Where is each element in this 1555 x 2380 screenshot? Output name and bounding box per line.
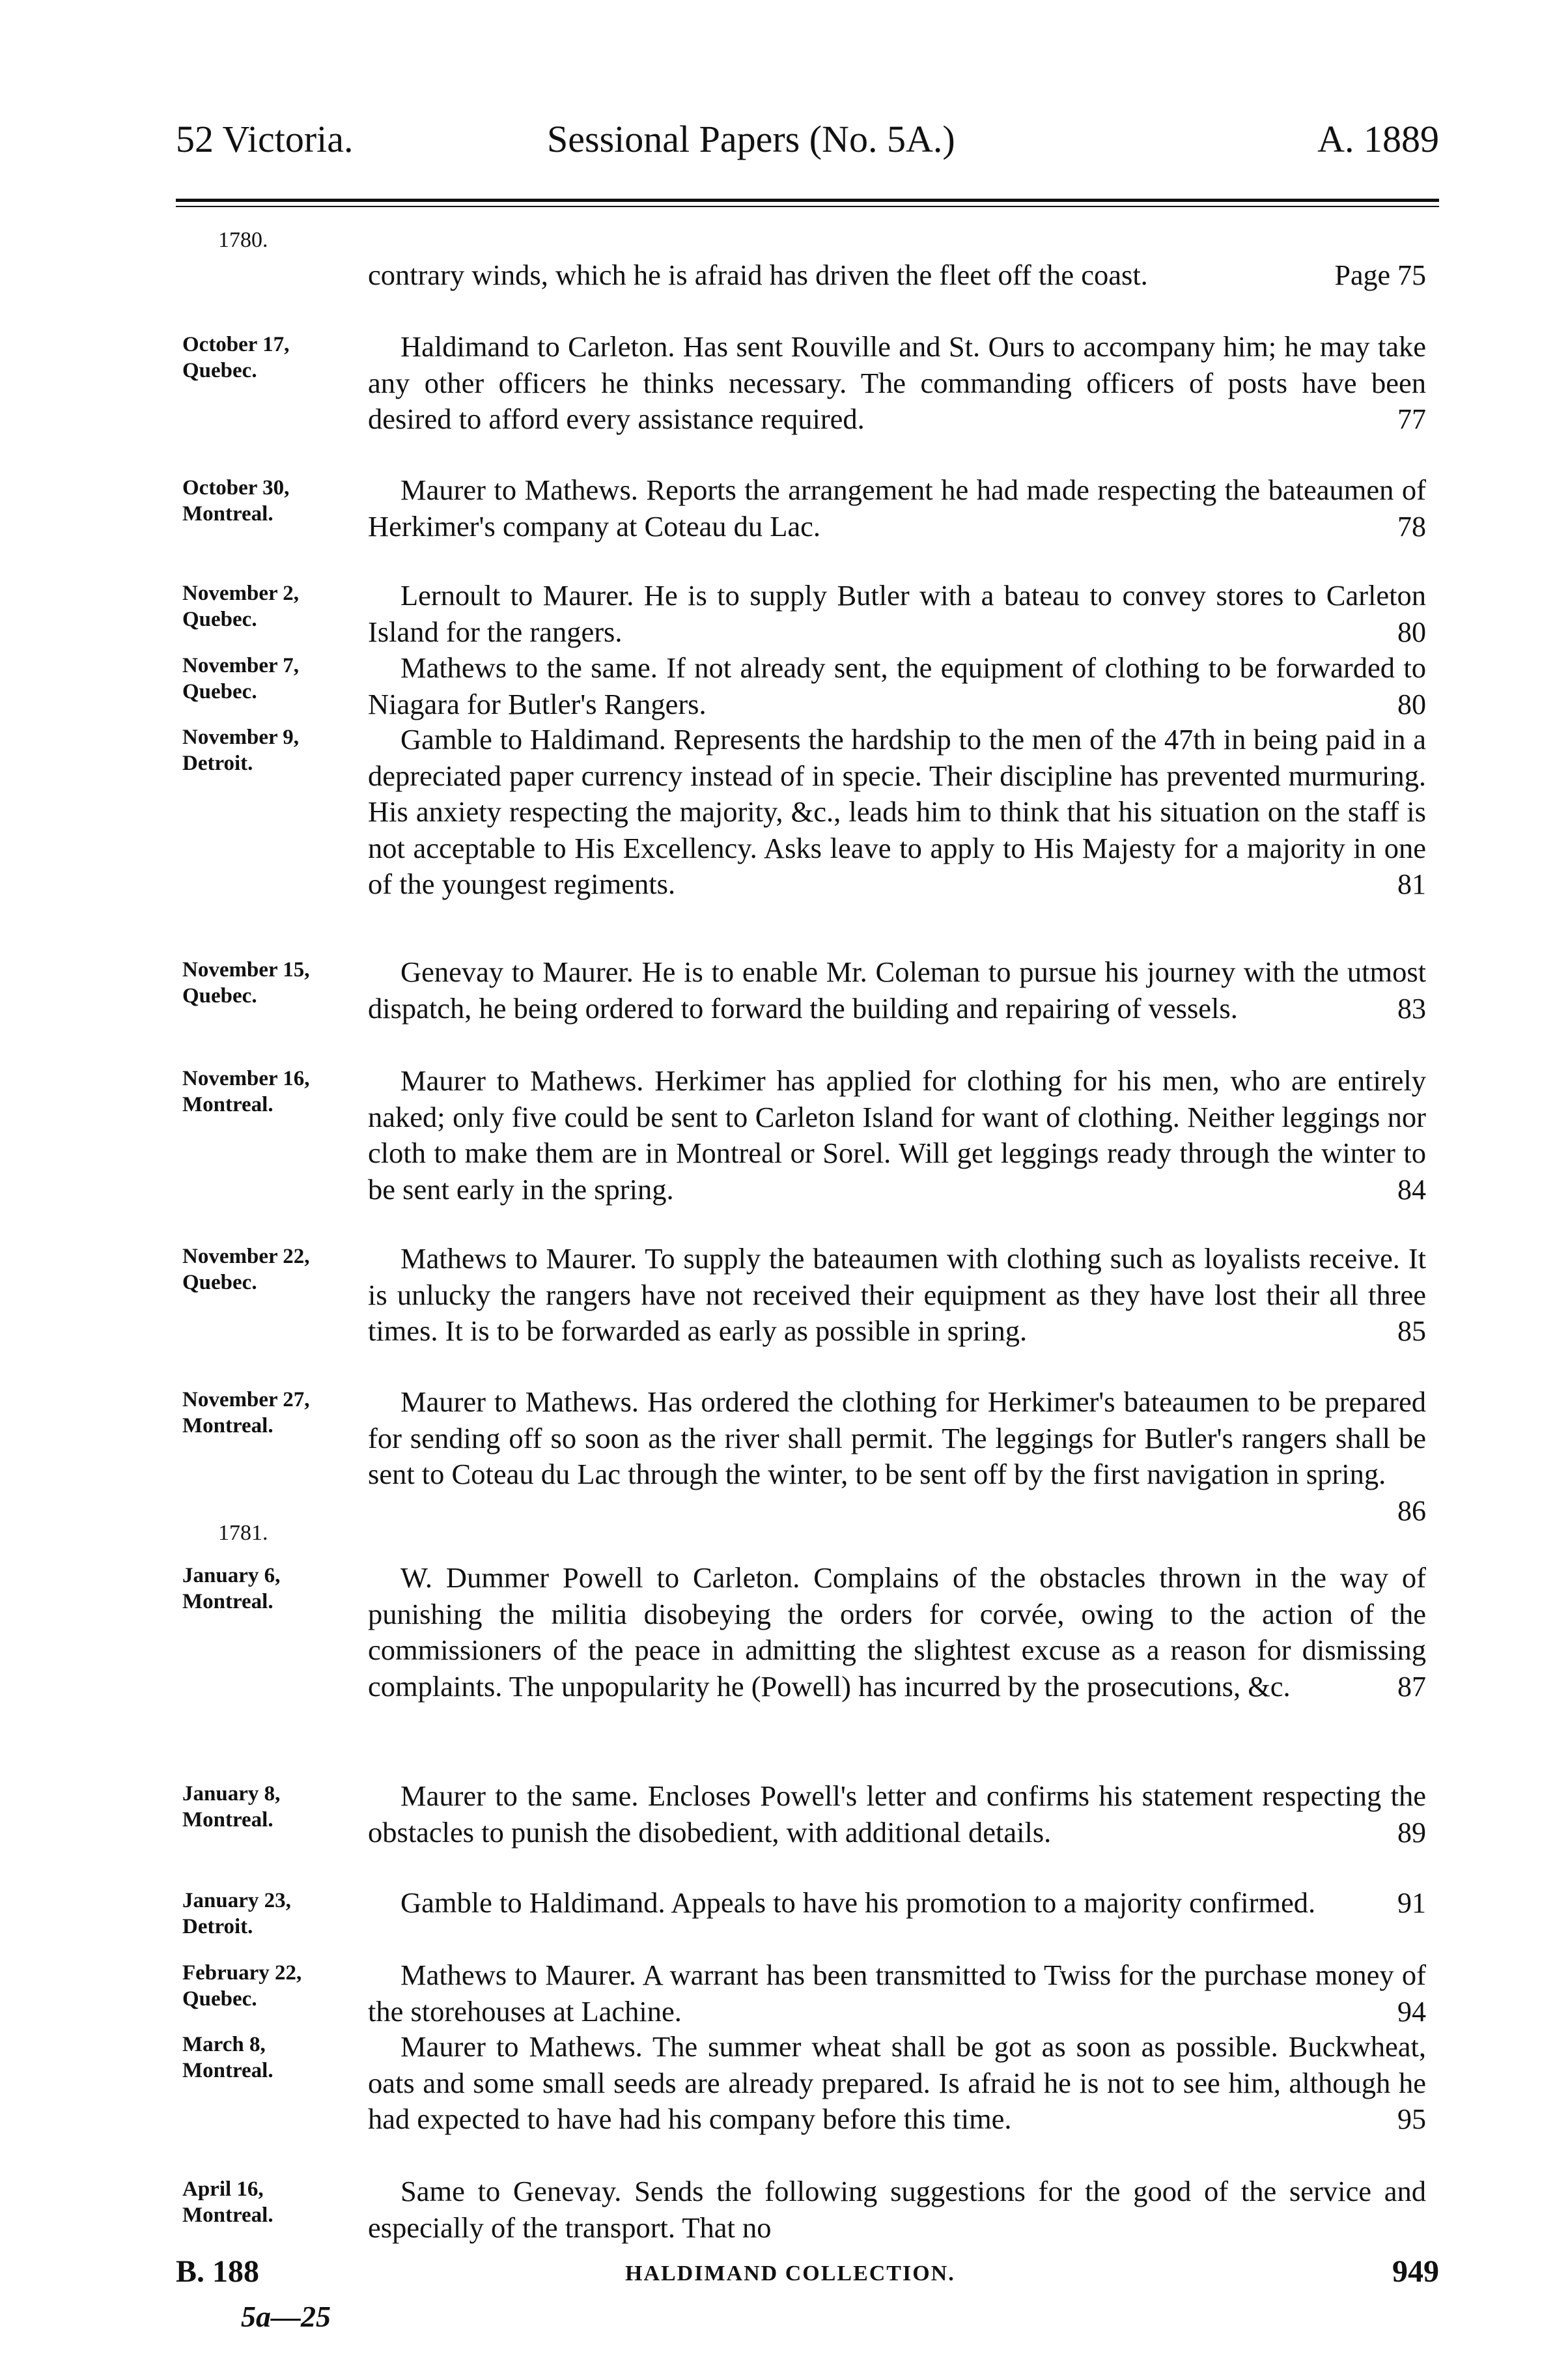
page-reference: 85 <box>1397 1315 1426 1347</box>
entry-date: November 9, <box>182 726 300 749</box>
entry-text: Lernoult to Maurer. He is to supply Butler with a bateau to convey stores to Carleton Island for the rangers. <box>368 579 1426 648</box>
entry-text: Haldimand to Carleton. Has sent Rouville and St. Ours to accompany him; he may take any other officers he thinks necessary. The commanding officers of posts have been desired to afford every assistance required. <box>368 330 1426 435</box>
entry-place: Quebec. <box>182 984 257 1008</box>
calendar-entry <box>368 472 1426 545</box>
date-place-margin <box>182 1563 365 1615</box>
page-reference: 84 <box>1397 1173 1426 1206</box>
entry-date: October 30, <box>182 476 290 500</box>
entry-date: November 2, <box>182 582 300 605</box>
date-place-margin <box>182 2032 365 2084</box>
entry-date: November 15, <box>182 958 310 982</box>
entry-date: October 17, <box>182 333 290 356</box>
entry-date: January 23, <box>182 1889 291 1912</box>
header-volume: 52 Victoria. <box>176 118 354 160</box>
entry-place: Montreal. <box>182 1413 273 1438</box>
entry-date: November 22, <box>182 1245 310 1268</box>
entry-date: January 8, <box>182 1782 281 1806</box>
entry-place: Quebec. <box>182 358 257 382</box>
entry-place: Montreal. <box>182 2058 273 2082</box>
page-reference: 80 <box>1397 688 1426 720</box>
entry-text: Mathews to Maurer. To supply the bateaumen with clothing such as loyalists receive. It is unlucky the rangers have not received their equipment as they have lost their all three times. It is to be forwarded as early as possible in spring. <box>368 1242 1426 1347</box>
entry-text: Maurer to Mathews. Reports the arrangement he had made respecting the bateaumen of Herkimer's company at Coteau du Lac. <box>368 474 1426 543</box>
date-place-margin <box>182 653 365 705</box>
calendar-entry <box>368 1560 1426 1705</box>
entry-date: November 7, <box>182 654 300 677</box>
entry-text: Mathews to the same. If not already sent, the equipment of clothing to be forwarded to Niagara for Butler's Rangers. <box>368 651 1426 720</box>
date-place-margin <box>182 332 365 384</box>
page-reference: 83 <box>1397 992 1426 1025</box>
page-footer <box>176 2254 1439 2345</box>
header-year: A. 1889 <box>1317 118 1439 160</box>
date-place-margin <box>182 581 365 632</box>
collection-title: HALDIMAND COLLECTION. <box>625 2261 955 2286</box>
entry-text: Mathews to Maurer. A warrant has been transmitted to Twiss for the purchase money of the storehouses at Lachine. <box>368 1959 1426 2028</box>
date-place-margin <box>182 2177 365 2228</box>
page-reference: 86 <box>1397 1494 1426 1527</box>
calendar-entry <box>368 2174 1426 2246</box>
page-reference: 87 <box>1397 1670 1426 1703</box>
entry-text: Gamble to Haldimand. Represents the hardship to the men of the 47th in being paid in a depreciated paper currency instead of in specie. Their discipline has prevented murmuring. His anxiety respecting the majority, &c., leads him to think that his situation on the staff is not acceptable to His Excellency. Asks leave to apply to His Majesty for a majority in one of the youngest regiments. <box>368 723 1426 900</box>
date-place-margin <box>182 1888 365 1940</box>
calendar-entry <box>368 2029 1426 2138</box>
entry-place: Quebec. <box>182 1987 257 2011</box>
year-1780: 1780. <box>218 228 268 252</box>
header-title: Sessional Papers (No. 5A.) <box>547 118 955 160</box>
entry-date: February 22, <box>182 1961 302 1985</box>
signature-mark: 5a—25 <box>241 2300 331 2333</box>
archive-reference: B. 188 <box>176 2254 260 2289</box>
calendar-entry <box>368 1241 1426 1350</box>
entry-text: Gamble to Haldimand. Appeals to have his promotion to a majority confirmed. <box>400 1886 1316 1919</box>
entry-date: November 27, <box>182 1388 310 1411</box>
entry-place: Montreal. <box>182 502 273 526</box>
date-place-margin <box>182 1781 365 1833</box>
year-1781: 1781. <box>218 1521 268 1545</box>
calendar-entry <box>368 257 1426 294</box>
calendar-entry <box>368 1957 1426 2030</box>
page-reference: 91 <box>1397 1887 1426 1919</box>
calendar-entry <box>368 1384 1426 1529</box>
page-reference: 78 <box>1397 510 1426 543</box>
entry-place: Quebec. <box>182 679 257 703</box>
entry-place: Montreal. <box>182 2203 273 2227</box>
calendar-entry <box>368 1063 1426 1208</box>
page-reference: 89 <box>1397 1816 1426 1849</box>
entry-place: Montreal. <box>182 1807 273 1832</box>
calendar-entry <box>368 578 1426 650</box>
entry-text: Same to Genevay. Sends the following suggestions for the good of the service and especially of the transport. That no <box>368 2175 1426 2244</box>
page-number: 949 <box>1392 2254 1439 2289</box>
page-reference: 81 <box>1397 868 1426 900</box>
entry-place: Montreal. <box>182 1589 273 1613</box>
date-place-margin <box>182 1244 365 1296</box>
date-place-margin <box>182 1961 365 2012</box>
running-header <box>176 117 1439 169</box>
date-place-margin <box>182 725 365 776</box>
entry-place: Detroit. <box>182 751 253 775</box>
calendar-entry <box>368 329 1426 438</box>
entry-place: Detroit. <box>182 1914 253 1938</box>
entry-date: March 8, <box>182 2033 266 2056</box>
entry-text: Maurer to the same. Encloses Powell's letter and confirms his statement respecting the obstacles to punish the disobedient, with additional details. <box>368 1779 1426 1849</box>
page-reference: Page 75 <box>1334 259 1426 291</box>
entry-place: Quebec. <box>182 1270 257 1294</box>
entry-text: Maurer to Mathews. Has ordered the clothing for Herkimer's bateaumen to be prepared for sending off so soon as the river shall permit. The leggings for Butler's rangers shall be sent to Coteau du Lac through the winter, to be sent off by the first navigation in spring. <box>368 1385 1426 1490</box>
entry-date: April 16, <box>182 2177 264 2201</box>
calendar-entry <box>368 954 1426 1027</box>
page-reference: 77 <box>1397 403 1426 435</box>
calendar-entry <box>368 722 1426 903</box>
page-reference: 80 <box>1397 616 1426 648</box>
entry-place: Quebec. <box>182 607 257 631</box>
page-reference: 94 <box>1397 1995 1426 2028</box>
entry-text: W. Dummer Powell to Carleton. Complains of the obstacles thrown in the way of punishing the militia disobeying the orders for corvée, owing to the action of the commissioners of the peace in admitting the slightest excuse as a reason for dismissing complaints. The unpopularity he (Powell) has incurred by the prosecutions, &c. <box>368 1561 1426 1703</box>
page-reference: 95 <box>1397 2103 1426 2135</box>
header-rule-thin <box>176 206 1439 207</box>
date-place-margin <box>182 957 365 1009</box>
header-rule <box>176 199 1439 202</box>
entry-text: Maurer to Mathews. Herkimer has applied for clothing for his men, who are entirely naked; only five could be sent to Carleton Island for want of clothing. Neither leggings nor cloth to make them are in Montreal or Sorel. Will get leggings ready through the winter to be sent early in the spring. <box>368 1064 1426 1206</box>
entry-date: November 16, <box>182 1067 310 1090</box>
entry-text: contrary winds, which he is afraid has driven the fleet off the coast. <box>368 259 1148 291</box>
entry-text: Maurer to Mathews. The summer wheat shall be got as soon as possible. Buckwheat, oats and some small seeds are already prepared. Is afraid he is not to see him, although he had expected to have had his company before this time. <box>368 2030 1426 2135</box>
calendar-entry <box>368 1778 1426 1850</box>
date-place-margin <box>182 475 365 527</box>
entry-place: Montreal. <box>182 1092 273 1116</box>
date-place-margin <box>182 1387 365 1439</box>
calendar-entry <box>368 650 1426 722</box>
entry-date: January 6, <box>182 1564 281 1587</box>
calendar-entry <box>368 1885 1426 1921</box>
entry-text: Genevay to Maurer. He is to enable Mr. Coleman to pursue his journey with the utmost dispatch, he being ordered to forward the building and repairing of vessels. <box>368 956 1426 1025</box>
date-place-margin <box>182 1066 365 1118</box>
